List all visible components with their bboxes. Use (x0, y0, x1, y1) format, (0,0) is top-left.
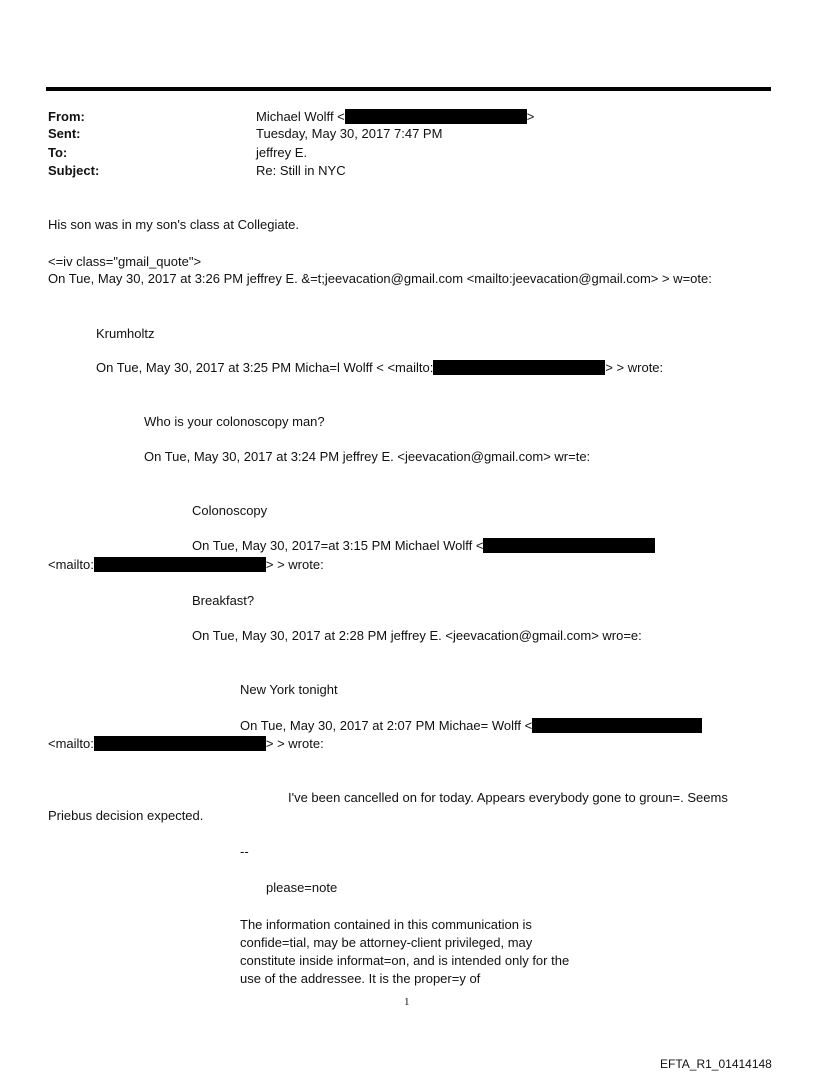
quote-1-text: Krumholtz (96, 326, 155, 341)
page-number: 1 (404, 996, 410, 1008)
quote-5-attribution (240, 718, 702, 734)
to-label: To: (48, 145, 68, 160)
redaction-bar (94, 736, 266, 751)
quote-3-text: Colonoscopy (192, 503, 268, 518)
redaction-bar (433, 360, 605, 375)
quote-6-text-a: I've been cancelled on for today. Appears everybody gone to groun=. Seems (288, 790, 728, 805)
subject-label: Subject: (48, 163, 100, 178)
quote-5-text: New York tonight (240, 682, 338, 697)
body-line-3: On Tue, May 30, 2017 at 3:26 PM jeffrey E. &=t;jeevacation@gmail.com <mailto:jeevacation@gmail.com> > w=ote: (48, 271, 712, 286)
from-label: From: (48, 109, 85, 124)
redaction-bar (345, 109, 527, 124)
redaction-bar (532, 718, 702, 733)
quote-5-attr-prefix: On Tue, May 30, 2017 at 2:07 PM Michae= Wolff < (240, 718, 533, 733)
quote-3-mailto-prefix: <mailto: (48, 557, 94, 572)
quote-4-attribution: On Tue, May 30, 2017 at 2:28 PM jeffrey E. <jeevacation@gmail.com> wro=e: (192, 628, 642, 643)
from-value (256, 109, 534, 125)
quote-2-text: Who is your colonoscopy man? (144, 414, 325, 429)
from-name: Michael Wolff < (256, 109, 345, 124)
sent-value: Tuesday, May 30, 2017 7:47 PM (256, 126, 443, 141)
quote-1-attr-prefix: On Tue, May 30, 2017 at 3:25 PM Micha=l Wolff < <mailto: (96, 360, 434, 375)
subject-value: Re: Still in NYC (256, 163, 346, 178)
quote-5-mailto (48, 736, 324, 752)
redaction-bar (94, 557, 266, 572)
quote-5-mailto-prefix: <mailto: (48, 736, 94, 751)
confidentiality-notice: The information contained in this communication is confide=tial, may be attorney-client privileged, may constitute inside informat=on, and is intended only for the use of the addressee. It is the proper=y of (240, 917, 570, 986)
quote-3-mailto-suffix: > > wrote: (265, 557, 324, 572)
quote-6-text-b: Priebus decision expected. (48, 808, 204, 823)
to-value: jeffrey E. (256, 145, 308, 160)
redaction-bar (483, 538, 655, 553)
quote-2-attribution: On Tue, May 30, 2017 at 3:24 PM jeffrey E. <jeevacation@gmail.com> wr=te: (144, 449, 591, 464)
signature-dash: -- (240, 844, 249, 859)
body-line-1: His son was in my son's class at Collegiate. (48, 217, 300, 232)
quote-4-text: Breakfast? (192, 593, 255, 608)
quote-3-attribution (192, 538, 655, 554)
quote-3-mailto (48, 557, 324, 573)
quote-1-attr-suffix: > > wrote: (605, 360, 664, 375)
from-suffix: > (526, 109, 535, 124)
quote-5-mailto-suffix: > > wrote: (265, 736, 324, 751)
quote-3-attr-prefix: On Tue, May 30, 2017=at 3:15 PM Michael Wolff < (192, 538, 484, 553)
signature-note: please=note (266, 880, 338, 895)
quote-1-attribution (96, 360, 663, 376)
body-line-2: <=iv class="gmail_quote"> (48, 254, 202, 269)
bates-number: EFTA_R1_01414148 (660, 1057, 772, 1071)
header-rule (46, 87, 771, 91)
sent-label: Sent: (48, 126, 81, 141)
